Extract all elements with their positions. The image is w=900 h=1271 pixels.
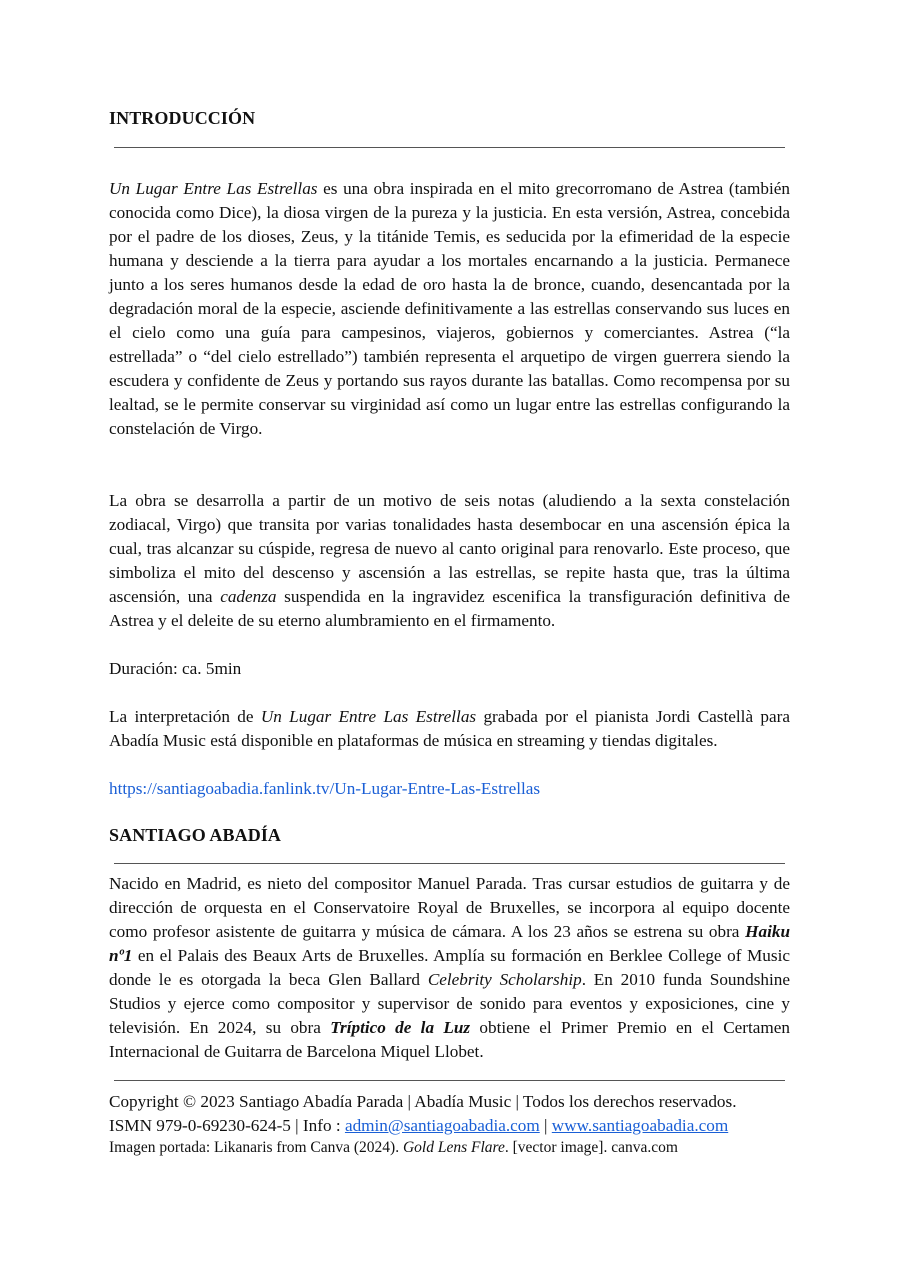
cadenza-term: cadenza — [220, 587, 277, 606]
image-credit-line — [109, 1137, 678, 1159]
myth-text: es una obra inspirada en el mito grecorromano de Astrea (también conocida como Dice), la diosa virgen de la pureza y la justicia. En esta versión, Astrea, concebida por el padre de los dioses, Zeus, y la titánide Temis, es seducida por la efimeridad de la especie humana y desciende a la tierra para ayudar a los mortales encarnando a la justicia. Permanece junto a los seres humanos desde la edad de oro hasta la de bronce, cuando, desencantada por la degradación moral de la especie, asciende definitivamente a las estrellas conservando sus luces en el cielo como una guía para campesinos, viajeros, gobiernos y comerciantes. Astrea (“la estrellada” o “del cielo estrellado”) también representa el arquetipo de virgen guerrera siendo la escudera y confidente de Zeus y portando sus rayos durante las batallas. Como recompensa por su lealtad, se le permite conservar su virginidad así como un lugar entre las estrellas configurando la constelación de Virgo. — [109, 179, 790, 438]
bio-paragraph — [109, 872, 790, 1064]
bio-heading: SANTIAGO ABADÍA — [109, 825, 282, 845]
ismn-line — [109, 1114, 728, 1138]
work-title: Un Lugar Entre Las Estrellas — [109, 179, 318, 198]
intro-heading: INTRODUCCIÓN — [109, 108, 256, 128]
recording-text-after: grabada por el pianista Jordi Castellà para Abadía Music está disponible en plataformas de música en streaming y tiendas digitales. — [109, 707, 790, 750]
copyright-line: Copyright © 2023 Santiago Abadía Parada | Abadía Music | Todos los derechos reservados. — [109, 1092, 737, 1111]
image-credit-suffix: . [vector image]. canva.com — [504, 1139, 678, 1156]
intro-paragraph-myth — [109, 177, 790, 441]
work-haiku: Haiku nº1 — [109, 922, 790, 965]
fanlink-line — [109, 777, 540, 801]
structure-text-after: suspendida en la ingravidez escenifica la transfiguración definitiva de Astrea y el deleite de su eterno alumbramiento en el firmamento. — [109, 587, 790, 630]
recording-paragraph — [109, 705, 790, 753]
intro-divider — [114, 147, 785, 148]
image-credit-prefix: Imagen portada: Likanaris from Canva (2024). — [109, 1139, 403, 1156]
work-triptico: Tríptico de la Luz — [330, 1018, 471, 1037]
bio-text-3: . En 2010 funda Soundshine Studios y ejerce como compositor y supervisor de sonido para eventos y exposiciones, cine y televisión. En 2024, su obra — [109, 970, 790, 1037]
website-link[interactable]: www.santiagoabadia.com — [551, 1116, 729, 1135]
recording-text-before: La interpretación de — [109, 707, 261, 726]
image-credit-title: Gold Lens Flare — [402, 1139, 505, 1156]
scholarship-name: Celebrity Scholarship — [427, 970, 582, 989]
recording-work-title: Un Lugar Entre Las Estrellas — [260, 707, 477, 726]
email-link[interactable]: admin@santiagoabadia.com — [344, 1116, 540, 1135]
footer-separator: | — [539, 1116, 552, 1135]
footer-divider — [114, 1080, 785, 1081]
bio-text-1: Nacido en Madrid, es nieto del compositor Manuel Parada. Tras cursar estudios de guitarra y de dirección de orquesta en el Conservatoire Royal de Bruxelles, se incorpora al equipo docente como profesor asistente de guitarra y música de cámara. A los 23 años se estrena su obra — [109, 874, 790, 941]
fanlink-link[interactable]: https://santiagoabadia.fanlink.tv/Un-Lugar-Entre-Las-Estrellas — [109, 779, 541, 798]
bio-text-2: en el Palais des Beaux Arts de Bruxelles. Amplía su formación en Berklee College of Music donde le es otorgada la beca Glen Ballard — [109, 946, 790, 989]
bio-text-4: obtiene el Primer Premio en el Certamen Internacional de Guitarra de Barcelona Miquel Llobet. — [109, 1018, 791, 1061]
ismn-text: ISMN 979-0-69230-624-5 | Info : — [109, 1116, 345, 1135]
intro-paragraph-structure — [109, 489, 790, 633]
bio-divider — [114, 863, 785, 864]
duration-text: Duración: ca. 5min — [109, 659, 242, 678]
structure-text-before: La obra se desarrolla a partir de un motivo de seis notas (aludiendo a la sexta constelación zodiacal, Virgo) que transita por varias tonalidades hasta desembocar en una ascensión épica la cual, tras alcanzar su cúspide, regresa de nuevo al canto original para renovarlo. Este proceso, que simboliza el mito del descenso y ascensión a las estrellas, se repite hasta que, tras la última ascensión, una — [109, 491, 790, 606]
